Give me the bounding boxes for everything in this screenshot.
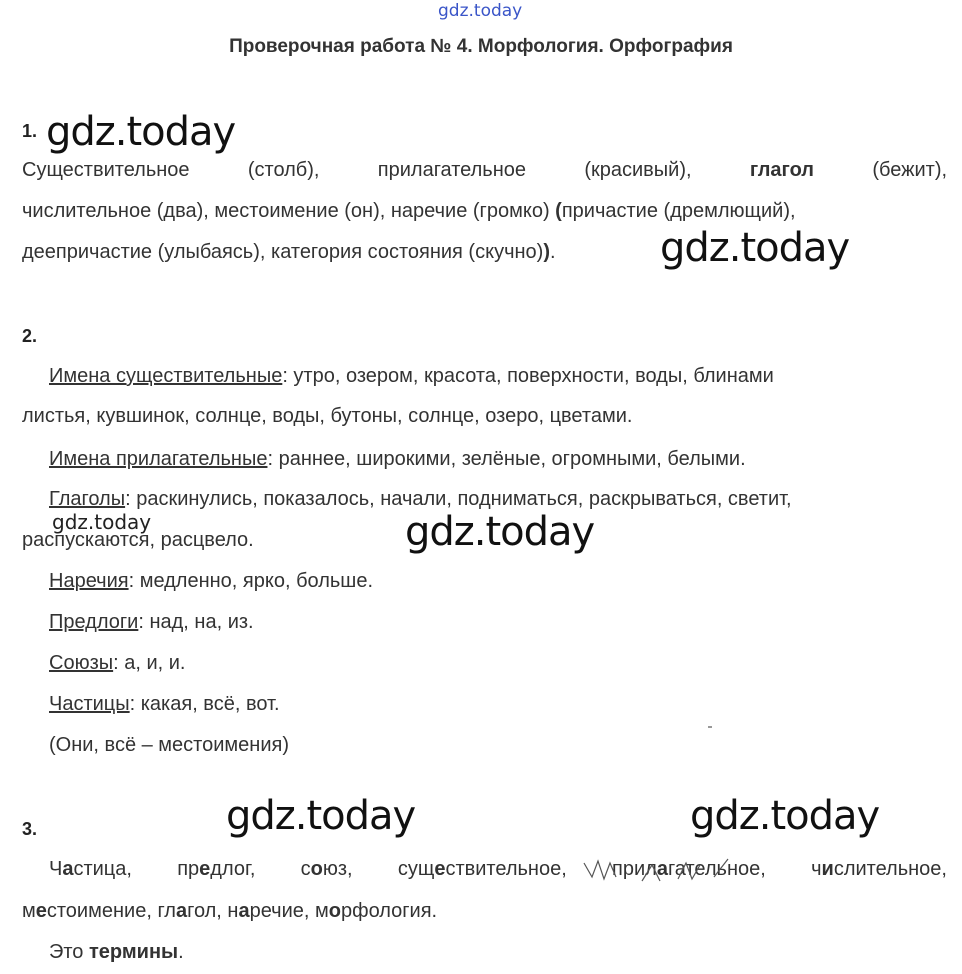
word: Существительное <box>22 159 190 181</box>
category-label: Союзы <box>49 652 114 674</box>
watermark: gdz.today <box>52 510 152 534</box>
word: прилагательное, <box>612 858 766 880</box>
word: (красивый), <box>584 159 692 181</box>
word: числительное, <box>811 858 947 880</box>
watermark: gdz.today <box>46 109 236 155</box>
text: ( <box>555 200 562 222</box>
category-label: Наречия <box>49 570 129 592</box>
text: ) <box>543 241 550 263</box>
word: глагол <box>749 159 815 181</box>
text: Это <box>49 941 89 963</box>
pronoun-note: (Они, всё – местоимения) <box>49 734 289 756</box>
task-1-line-2 <box>22 201 796 221</box>
verbs-line-1 <box>49 489 792 509</box>
watermark: gdz.today <box>226 793 416 839</box>
text: : раннее, широкими, зелёные, огромными, белыми. <box>267 448 746 470</box>
adverbs-line <box>49 571 373 591</box>
word: морфология. <box>315 900 438 922</box>
text: : над, на, из. <box>138 611 254 633</box>
category-label: Имена прилагательные <box>49 448 268 470</box>
watermark: gdz.today <box>405 509 595 555</box>
task-3-line-1 <box>49 859 947 879</box>
particles-line <box>49 694 280 714</box>
task-1-number: 1. <box>22 121 38 141</box>
nouns-line-1 <box>49 366 774 386</box>
watermark-top: gdz.today <box>438 1 523 21</box>
word: (столб), <box>247 159 320 181</box>
nouns-line-2: листья, кувшинок, солнце, воды, бутоны, солнце, озеро, цветами. <box>22 405 633 427</box>
task-3-number: 3. <box>22 819 38 839</box>
task-3-summary <box>49 942 184 962</box>
conjunctions-line <box>49 653 186 673</box>
category-label: Частицы <box>49 693 130 715</box>
word: прилагательное <box>377 159 527 181</box>
page-title: Проверочная работа № 4. Морфология. Орфография <box>229 36 733 57</box>
category-label: Имена существительные <box>49 365 283 387</box>
word: Частица, <box>49 858 132 880</box>
text: : медленно, ярко, больше. <box>128 570 374 592</box>
verbs-line-2: распускаются, расцвело. <box>22 529 254 551</box>
text: : какая, всё, вот. <box>129 693 280 715</box>
prepositions-line <box>49 612 254 632</box>
text: причастие (дремлющий), <box>561 200 796 222</box>
task-1-line-3 <box>22 242 556 262</box>
word: предлог, <box>177 858 256 880</box>
word: (бежит), <box>872 159 948 181</box>
emphasis: термины <box>89 941 179 963</box>
word: местоимение, <box>22 900 152 922</box>
word: существительное, <box>397 858 567 880</box>
scribble-marks <box>582 855 732 885</box>
text: . <box>550 241 556 263</box>
watermark: gdz.today <box>660 225 850 271</box>
text: : утро, озером, красота, поверхности, воды, блинами <box>282 365 774 387</box>
word: союз, <box>300 858 353 880</box>
speck <box>708 726 712 728</box>
task-3-line-2 <box>22 901 437 921</box>
text: : раскинулись, показалось, начали, подниматься, раскрываться, светит, <box>125 488 792 510</box>
text: : а, и, и. <box>113 652 186 674</box>
watermark: gdz.today <box>690 793 880 839</box>
task-2-number: 2. <box>22 326 38 346</box>
adjectives-line <box>49 449 746 469</box>
word: наречие, <box>227 900 310 922</box>
task-1-line-1 <box>22 160 947 180</box>
word: глагол, <box>157 900 222 922</box>
category-label: Предлоги <box>49 611 139 633</box>
text: деепричастие (улыбаясь), категория состояния (скучно) <box>22 241 544 263</box>
text: числительное (два), местоимение (он), наречие (громко) <box>22 200 550 222</box>
text: . <box>178 941 184 963</box>
category-label: Глаголы <box>49 488 126 510</box>
